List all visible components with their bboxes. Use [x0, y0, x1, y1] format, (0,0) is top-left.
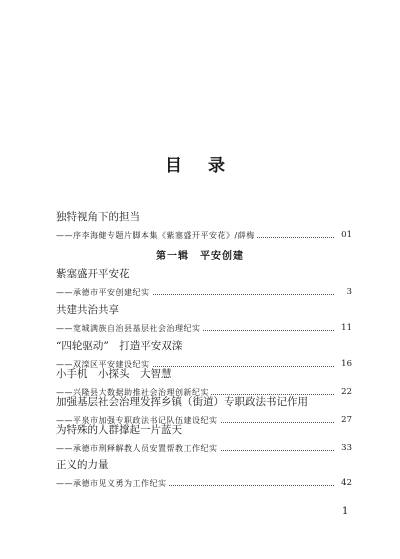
page-number: 16	[341, 359, 352, 369]
entry-title: “四轮驱动” 打造平安双滦	[56, 340, 183, 352]
entry-title: 紫塞盛开平安花	[56, 268, 130, 280]
entry-subtitle-row	[56, 286, 352, 299]
toc-entry[interactable]	[56, 268, 352, 299]
entry-subtitle-row	[56, 442, 352, 455]
page-number: 11	[341, 323, 352, 333]
entry-subtitle: ——兴隆县大数据助推社会治理创新纪实	[56, 388, 209, 397]
entry-subtitle-row	[56, 322, 352, 335]
entry-subtitle: ——承德市见义勇为工作纪实	[56, 479, 167, 488]
entry-subtitle: ——平泉市加强专职政法书记队伍建设纪实	[56, 416, 218, 425]
section-heading: 第一辑 平安创建	[156, 251, 244, 262]
page-title: 目 录	[165, 156, 235, 176]
entry-title: 正义的力量	[56, 459, 109, 471]
toc-entry-preface[interactable]	[56, 211, 352, 242]
page-number: 22	[341, 387, 352, 397]
entry-subtitle: ——宽城满族自治县基层社会治理纪实	[56, 324, 201, 333]
page-number: 27	[341, 415, 352, 425]
entry-subtitle-row	[56, 229, 352, 242]
entry-subtitle: ——双滦区平安建设纪实	[56, 360, 150, 369]
entry-title: 共建共治共享	[56, 304, 119, 316]
entry-subtitle: ——承德市平安创建纪实	[56, 288, 150, 297]
toc-entry[interactable]	[56, 396, 352, 427]
entry-subtitle: ——序李海健专题片脚本集《紫塞盛开平安花》/薛梅	[56, 231, 255, 240]
entry-title: 为特殊的人群撑起一片蓝天	[56, 424, 182, 436]
entry-title: 小手机 小探头 大智慧	[56, 368, 172, 380]
toc-entry[interactable]	[56, 459, 352, 490]
page-number: 33	[341, 443, 352, 453]
toc-entry[interactable]	[56, 424, 352, 455]
page-number: 42	[341, 478, 352, 488]
entry-subtitle-row	[56, 477, 352, 490]
entry-title: 独特视角下的担当	[56, 211, 140, 223]
toc-entry[interactable]	[56, 340, 352, 371]
page-number: 01	[341, 230, 352, 240]
toc-entry[interactable]	[56, 368, 352, 399]
folio-page-number: 1	[342, 506, 349, 517]
toc-entry[interactable]	[56, 304, 352, 335]
page-number: 3	[346, 287, 352, 297]
entry-subtitle: ——承德市刑释解教人员安置帮教工作纪实	[56, 444, 218, 453]
entry-title: 加强基层社会治理发挥乡镇（街道）专职政法书记作用	[56, 396, 308, 408]
